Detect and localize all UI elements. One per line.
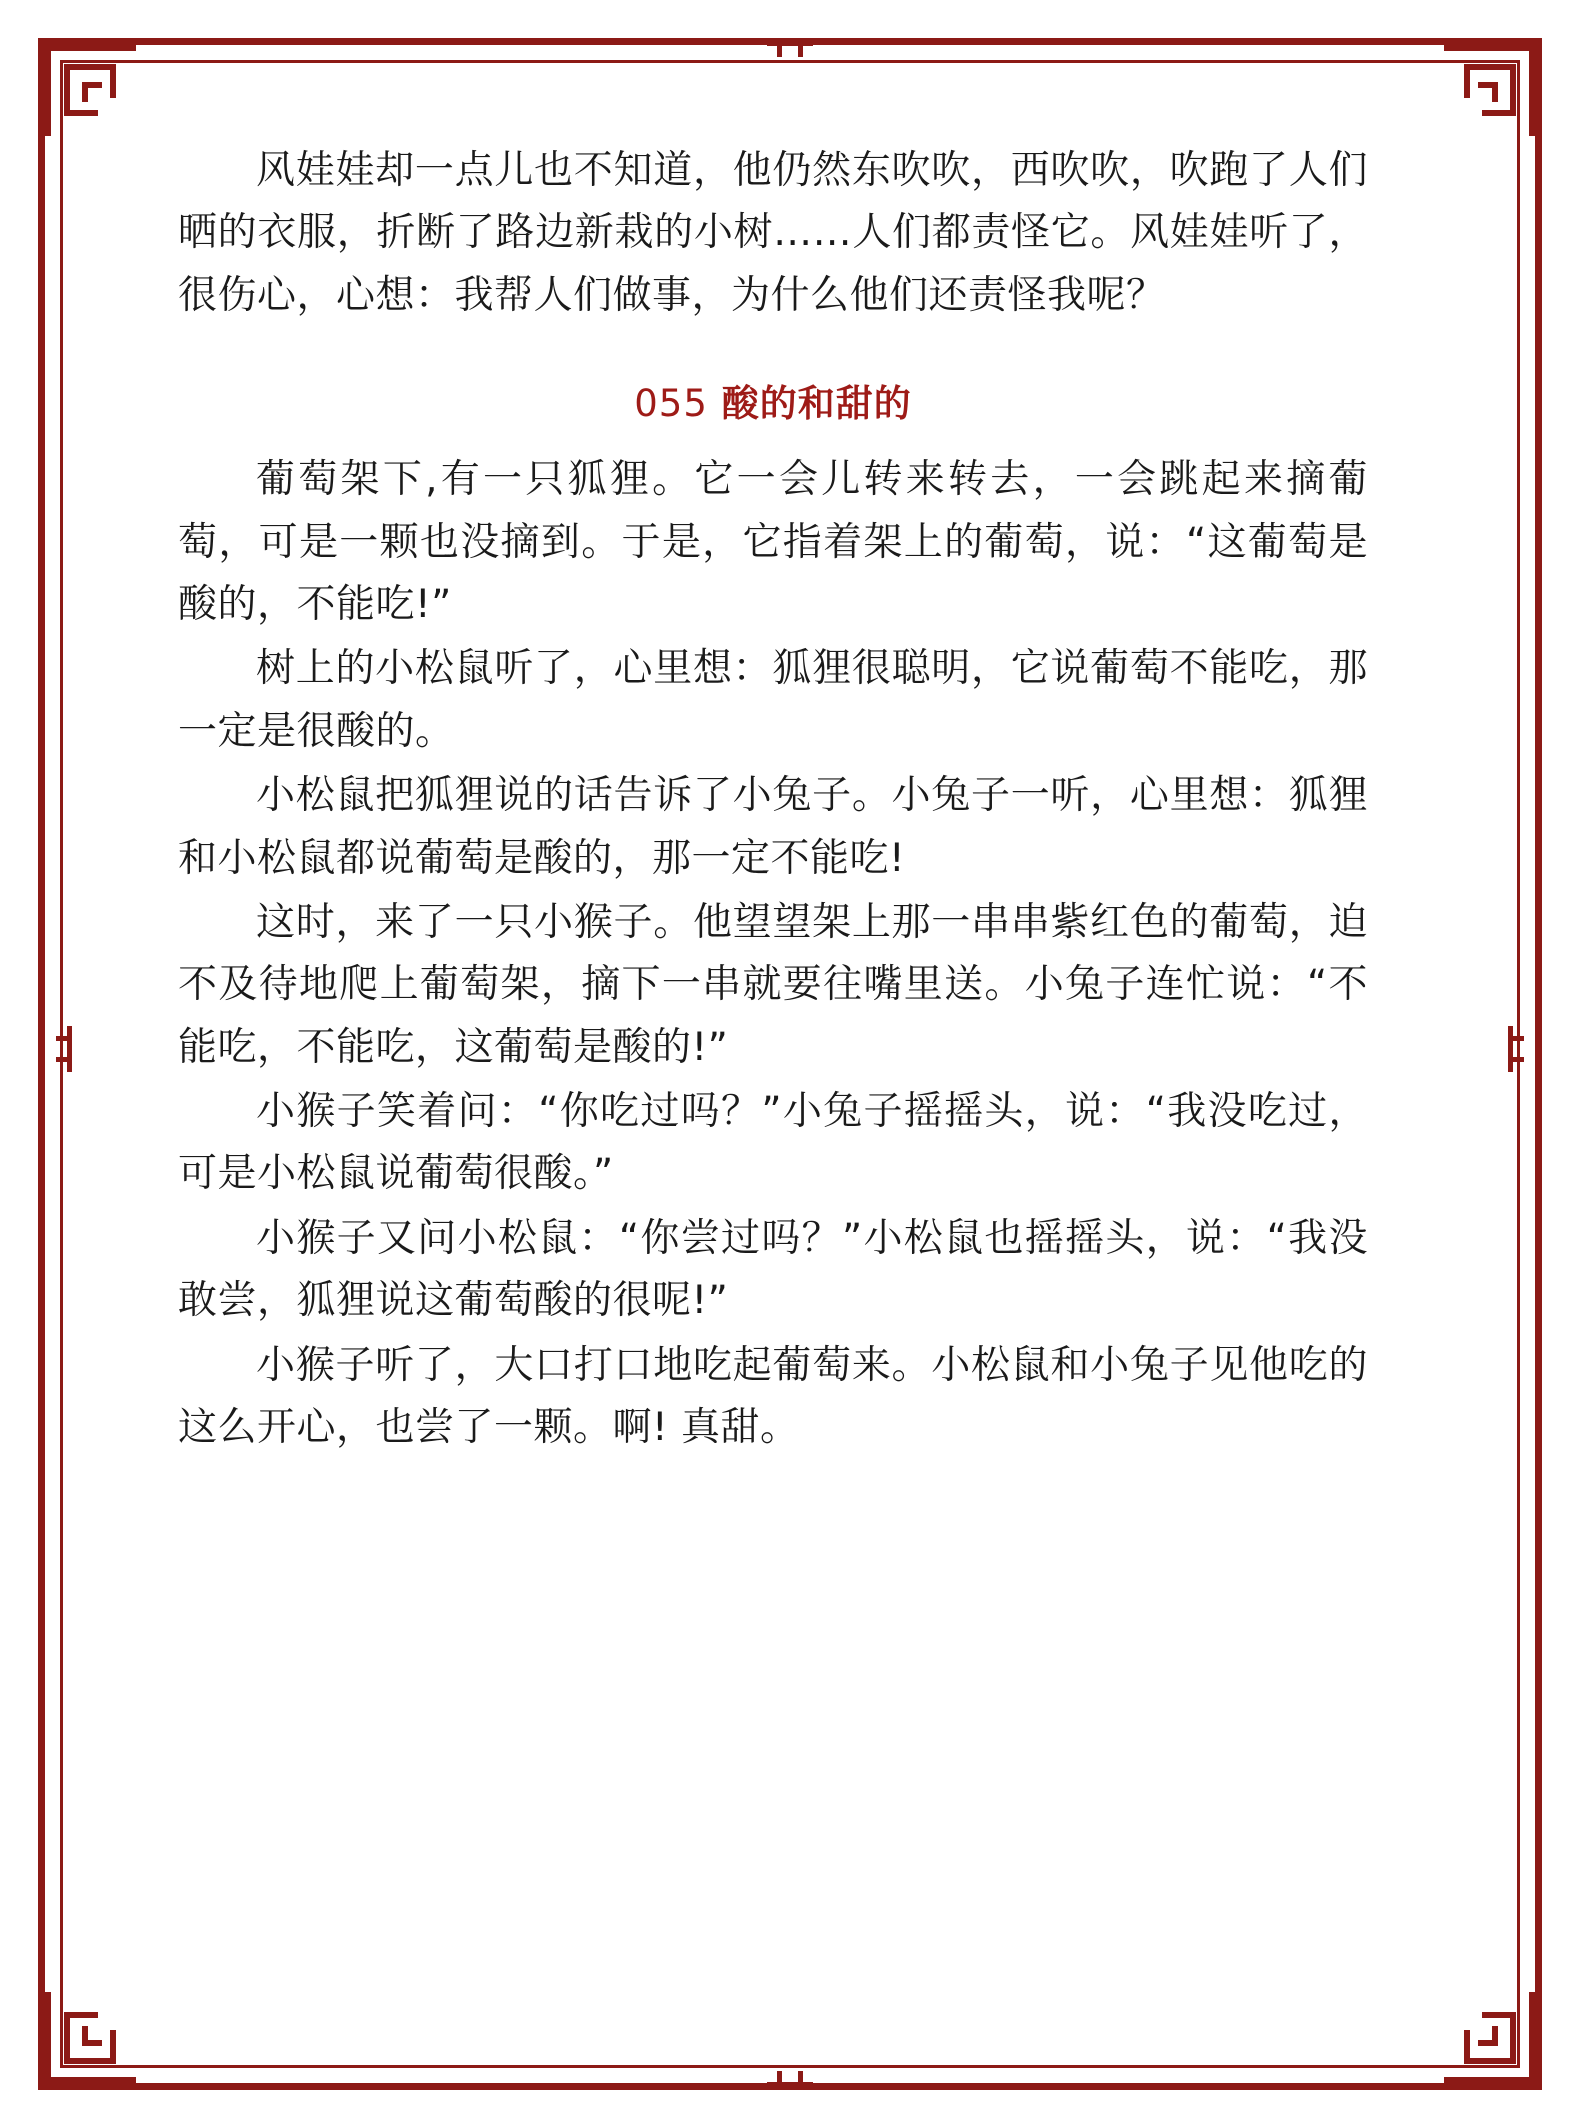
corner-ornament-top-right-icon xyxy=(1444,44,1536,136)
paragraph-4: 这时，来了一只小猴子。他望望架上那一串串紫红色的葡萄，迫不及待地爬上葡萄架，摘下一串就要往嘴里送。小兔子连忙说：“不能吃，不能吃，这葡萄是酸的!” xyxy=(178,899,1368,1070)
document-body xyxy=(178,140,1368,1461)
paragraph-5: 小猴子笑着问：“你吃过吗？”小兔子摇摇头，说：“我没吃过，可是小松鼠说葡萄很酸。” xyxy=(178,1089,1368,1197)
section-heading xyxy=(178,373,1368,427)
paragraph-7: 小猴子听了，大口打口地吃起葡萄来。小松鼠和小兔子见他吃的这么开心，也尝了一颗。啊! 真甜。 xyxy=(178,1342,1368,1451)
section-number: 055 xyxy=(634,382,708,426)
edge-ornament-right-icon xyxy=(1508,1026,1524,1072)
paragraph-opening: 风娃娃却一点儿也不知道，他仍然东吹吹，西吹吹，吹跑了人们晒的衣服，折断了路边新栽的小树……人们都责怪它。风娃娃听了，很伤心，心想：我帮人们做事，为什么他们还责怪我呢？ xyxy=(178,148,1368,318)
corner-ornament-bottom-right-icon xyxy=(1444,1992,1536,2084)
paragraph-6: 小猴子又问小松鼠：“你尝过吗？”小松鼠也摇摇头，说：“我没敢尝，狐狸说这葡萄酸的很呢!” xyxy=(178,1215,1368,1324)
edge-ornament-top-icon xyxy=(767,41,813,57)
paragraph-1: 葡萄架下,有一只狐狸。它一会儿转来转去，一会跳起来摘葡萄，可是一颗也没摘到。于是，它指着架上的葡萄，说：“这葡萄是酸的，不能吃!” xyxy=(178,457,1368,627)
corner-ornament-bottom-left-icon xyxy=(44,1992,136,2084)
edge-ornament-bottom-icon xyxy=(767,2071,813,2087)
edge-ornament-left-icon xyxy=(56,1026,72,1072)
corner-ornament-top-left-icon xyxy=(44,44,136,136)
paragraph-3: 小松鼠把狐狸说的话告诉了小兔子。小兔子一听，心里想：狐狸和小松鼠都说葡萄是酸的，那一定不能吃! xyxy=(178,773,1368,881)
section-title-text: 酸的和甜的 xyxy=(721,382,912,426)
paragraph-2: 树上的小松鼠听了，心里想：狐狸很聪明，它说葡萄不能吃，那一定是很酸的。 xyxy=(178,646,1368,754)
